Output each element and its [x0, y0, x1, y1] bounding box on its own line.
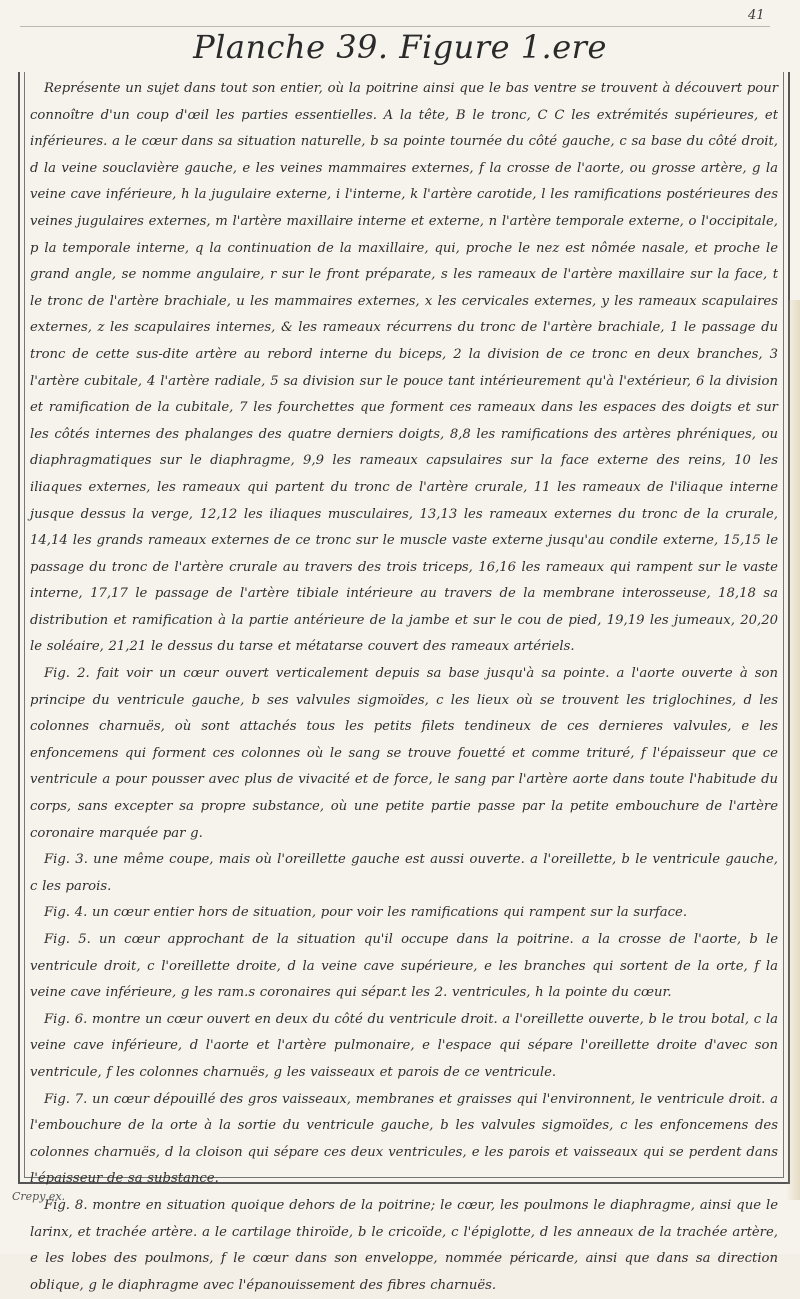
paragraph-figure-7: Fig. 7. un cœur dépouillé des gros vaisseaux, membranes et graisses qui l'environnent, le ventricule droit. a l'embouchure de la orte à la sortie du ventricule gauche, b les valvules sigmoïdes, c les enfoncemens des colonnes charnuës, d la cloison qui sépare ces deux ventricules, e les parois et vaisseaux qui se perdent dans l'épaisseur de sa substance.	[30, 1091, 778, 1187]
paragraph-figure-8: Fig. 8. montre en situation quoique dehors de la poitrine; le cœur, les poulmons le diaphragme, ainsi que le larinx, et trachée artère. a le cartilage thiroïde, b le cricoïde, c l'épiglotte, d les anneaux de la trachée artère, e les lobes des poulmons, f le cœur dans son enveloppe, nommée péricarde, ainsi que dans sa direction oblique, g le diaphragme avec l'épanouissement des fibres charnuës.	[30, 1197, 778, 1293]
plate-description	[30, 76, 778, 1299]
engraver-signature: Crepy ex.	[12, 1190, 66, 1203]
plate-title: Planche 39. Figure 1.ere	[193, 28, 607, 66]
paper-edge-stain	[786, 300, 800, 1200]
top-rule	[20, 26, 770, 27]
paragraph-figure-5: Fig. 5. un cœur approchant de la situation qu'il occupe dans la poitrine. a la crosse de l'aorte, b le ventricule droit, c l'oreillette droite, d la veine cave supérieure, e les branches qui sortent de la orte, f la veine cave inférieure, g les ram.s coronaires qui sépar.t les 2. ventricules, h la pointe du cœur.	[30, 932, 778, 1001]
page-number: 41	[748, 8, 765, 23]
paragraph-figure-3: Fig. 3. une même coupe, mais où l'oreillette gauche est aussi ouverte. a l'oreillette, b le ventricule gauche, c les parois.	[30, 852, 778, 894]
paragraph-figure-1: Représente un sujet dans tout son entier, où la poitrine ainsi que le bas ventre se trouvent à découvert pour connoître d'un coup d'œil les parties essentielles. A la tête, B le tronc, C C les extrémités supérieures, et inférieures. a le cœur dans sa situation naturelle, b sa pointe tournée du côté gauche, c sa base du côté droit, d la veine souclavière gauche, e les veines mammaires externes, f la crosse de l'aorte, ou grosse artère, g la veine cave inférieure, h la jugulaire externe, i l'interne, k l'artère carotide, l les ramifications postérieures des veines jugulaires externes, m l'artère maxillaire interne et externe, n l'artère temporale externe, o l'occipitale, p la temporale interne, q la continuation de la maxillaire, qui, proche le nez est nômée nasale, et proche le grand angle, se nomme angulaire, r sur le front préparate, s les rameaux de l'artère maxillaire sur la face, t le tronc de l'artère brachiale, u les mammaires externes, x les cervicales externes, y les rameaux scapulaires externes, z les scapulaires internes, & les rameaux récurrens du tronc de l'artère brachiale, 1 le passage du tronc de cette sus-dite artère au rebord interne du biceps, 2 la division de ce tronc en deux branches, 3 l'artère cubitale, 4 l'artère radiale, 5 sa division sur le pouce tant intérieurement qu'à l'extérieur, 6 la division et ramification de la cubitale, 7 les fourchettes que forment ces rameaux dans les espaces des doigts et sur les côtés internes des phalanges des quatre derniers doigts, 8,8 les ramifications des artères phréniques, ou diaphragmatiques sur le diaphragme, 9,9 les rameaux capsulaires sur la face externe des reins, 10 les iliaques externes, les rameaux qui partent du tronc de l'artère crurale, 11 les rameaux de l'iliaque interne jusque dessus la verge, 12,12 les iliaques musculaires, 13,13 les rameaux externes du tronc de la crurale, 14,14 les grands rameaux externes de ce tronc sur le muscle vaste externe jusqu'au condile externe, 15,15 le passage du tronc de l'artère crurale au travers des trois triceps, 16,16 les rameaux qui rampent sur le vaste interne, 17,17 le passage de l'artère tibiale intérieure au travers de la membrane interosseuse, 18,18 sa distribution et ramification à la partie antérieure de la jambe et sur le cou de pied, 19,19 les jumeaux, 20,20 le soléaire, 21,21 le dessus du tarse et métatarse couvert des rameaux artériels.	[30, 81, 778, 655]
paragraph-figure-4: Fig. 4. un cœur entier hors de situation, pour voir les ramifications qui rampent sur la surface.	[44, 905, 688, 921]
paragraph-figure-6: Fig. 6. montre un cœur ouvert en deux du côté du ventricule droit. a l'oreillette ouverte, b le trou botal, c la veine cave inférieure, d l'aorte et l'artère pulmonaire, e l'espace qui sépare l'oreillette droite d'avec son ventricule, f les colonnes charnuës, g les vaisseaux et parois de ce ventricule.	[30, 1011, 778, 1080]
paragraph-figure-2: Fig. 2. fait voir un cœur ouvert verticalement depuis sa base jusqu'à sa pointe. a l'aorte ouverte à son principe du ventricule gauche, b ses valvules sigmoïdes, c les lieux où se trouvent les triglochines, d les colonnes charnuës, où sont attachés tous les petits filets tendineux de ces dernieres valvules, e les enfoncemens qui forment ces colonnes où le sang se trouve fouetté et comme trituré, f l'épaisseur que ce ventricule a pour pousser avec plus de vivacité et de force, le sang par l'artère aorte dans toute l'habitude du corps, sans excepter sa propre substance, où une petite partie passe par la petite embouchure de l'artère coronaire marquée par g.	[30, 666, 778, 841]
